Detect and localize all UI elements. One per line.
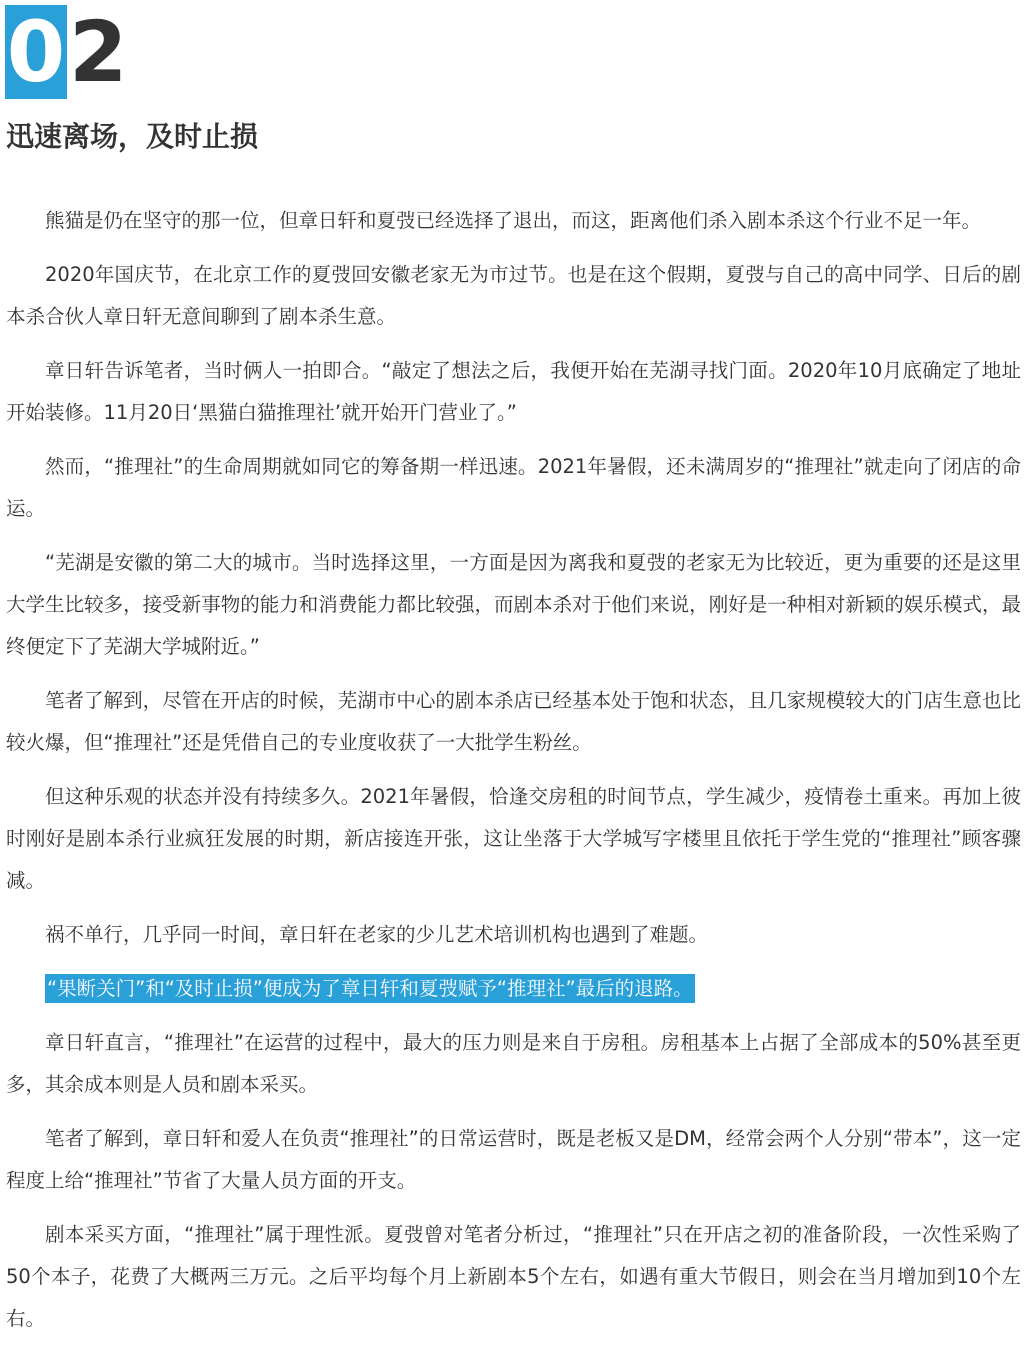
- section-number: [5, 5, 127, 99]
- paragraph: 2020年国庆节，在北京工作的夏弢回安徽老家无为市过节。也是在这个假期，夏弢与自己的高中同学、日后的剧本杀合伙人章日轩无意间聊到了剧本杀生意。: [6, 263, 1021, 328]
- paragraph: 但这种乐观的状态并没有持续多久。2021年暑假，恰逢交房租的时间节点，学生减少，疫情卷土重来。再加上彼时刚好是剧本杀行业疯狂发展的时期，新店接连开张，这让坐落于大学城写字楼里且依托于学生党的“推理社”顾客骤减。: [6, 785, 1021, 892]
- paragraph: 剧本采买方面，“推理社”属于理性派。夏弢曾对笔者分析过，“推理社”只在开店之初的准备阶段，一次性采购了50个本子，花费了大概两三万元。之后平均每个月上新剧本5个左右，如遇有重大节假日，则会在当月增加到10个左右。: [6, 1223, 1021, 1330]
- paragraph: 笔者了解到，尽管在开店的时候，芜湖市中心的剧本杀店已经基本处于饱和状态，且几家规模较大的门店生意也比较火爆，但“推理社”还是凭借自己的专业度收获了一大批学生粉丝。: [6, 689, 1021, 754]
- paragraph: 章日轩直言，“推理社”在运营的过程中，最大的压力则是来自于房租。房租基本上占据了全部成本的50%甚至更多，其余成本则是人员和剧本采买。: [6, 1031, 1021, 1096]
- section-number-rest: 2: [69, 3, 128, 101]
- paragraph: 笔者了解到，章日轩和爱人在负责“推理社”的日常运营时，既是老板又是DM，经常会两个人分别“带本”，这一定程度上给“推理社”节省了大量人员方面的开支。: [6, 1127, 1021, 1192]
- paragraph: 章日轩告诉笔者，当时俩人一拍即合。“敲定了想法之后，我便开始在芜湖寻找门面。2020年10月底确定了地址开始装修。11月20日‘黑猫白猫推理社’就开始开门营业了。”: [6, 359, 1021, 424]
- paragraph: 祸不单行，几乎同一时间，章日轩在老家的少儿艺术培训机构也遇到了难题。: [45, 923, 709, 946]
- section-number-highlight: 0: [6, 5, 66, 99]
- article-body: [6, 200, 1021, 1352]
- highlight-paragraph: [6, 968, 1021, 1010]
- paragraph: “芜湖是安徽的第二大的城市。当时选择这里，一方面是因为离我和夏弢的老家无为比较近，更为重要的还是这里大学生比较多，接受新事物的能力和消费能力都比较强，而剧本杀对于他们来说，刚好是一种相对新颖的娱乐模式，最终便定下了芜湖大学城附近。”: [6, 551, 1021, 658]
- paragraph: 然而，“推理社”的生命周期就如同它的筹备期一样迅速。2021年暑假，还未满周岁的“推理社”就走向了闭店的命运。: [6, 455, 1021, 520]
- section-title: 迅速离场，及时止损: [6, 120, 259, 153]
- paragraph: 熊猫是仍在坚守的那一位，但章日轩和夏弢已经选择了退出，而这，距离他们杀入剧本杀这个行业不足一年。: [45, 209, 982, 232]
- highlighted-quote: “果断关门”和“及时止损”便成为了章日轩和夏弢赋予“推理社”最后的退路。: [45, 974, 695, 1003]
